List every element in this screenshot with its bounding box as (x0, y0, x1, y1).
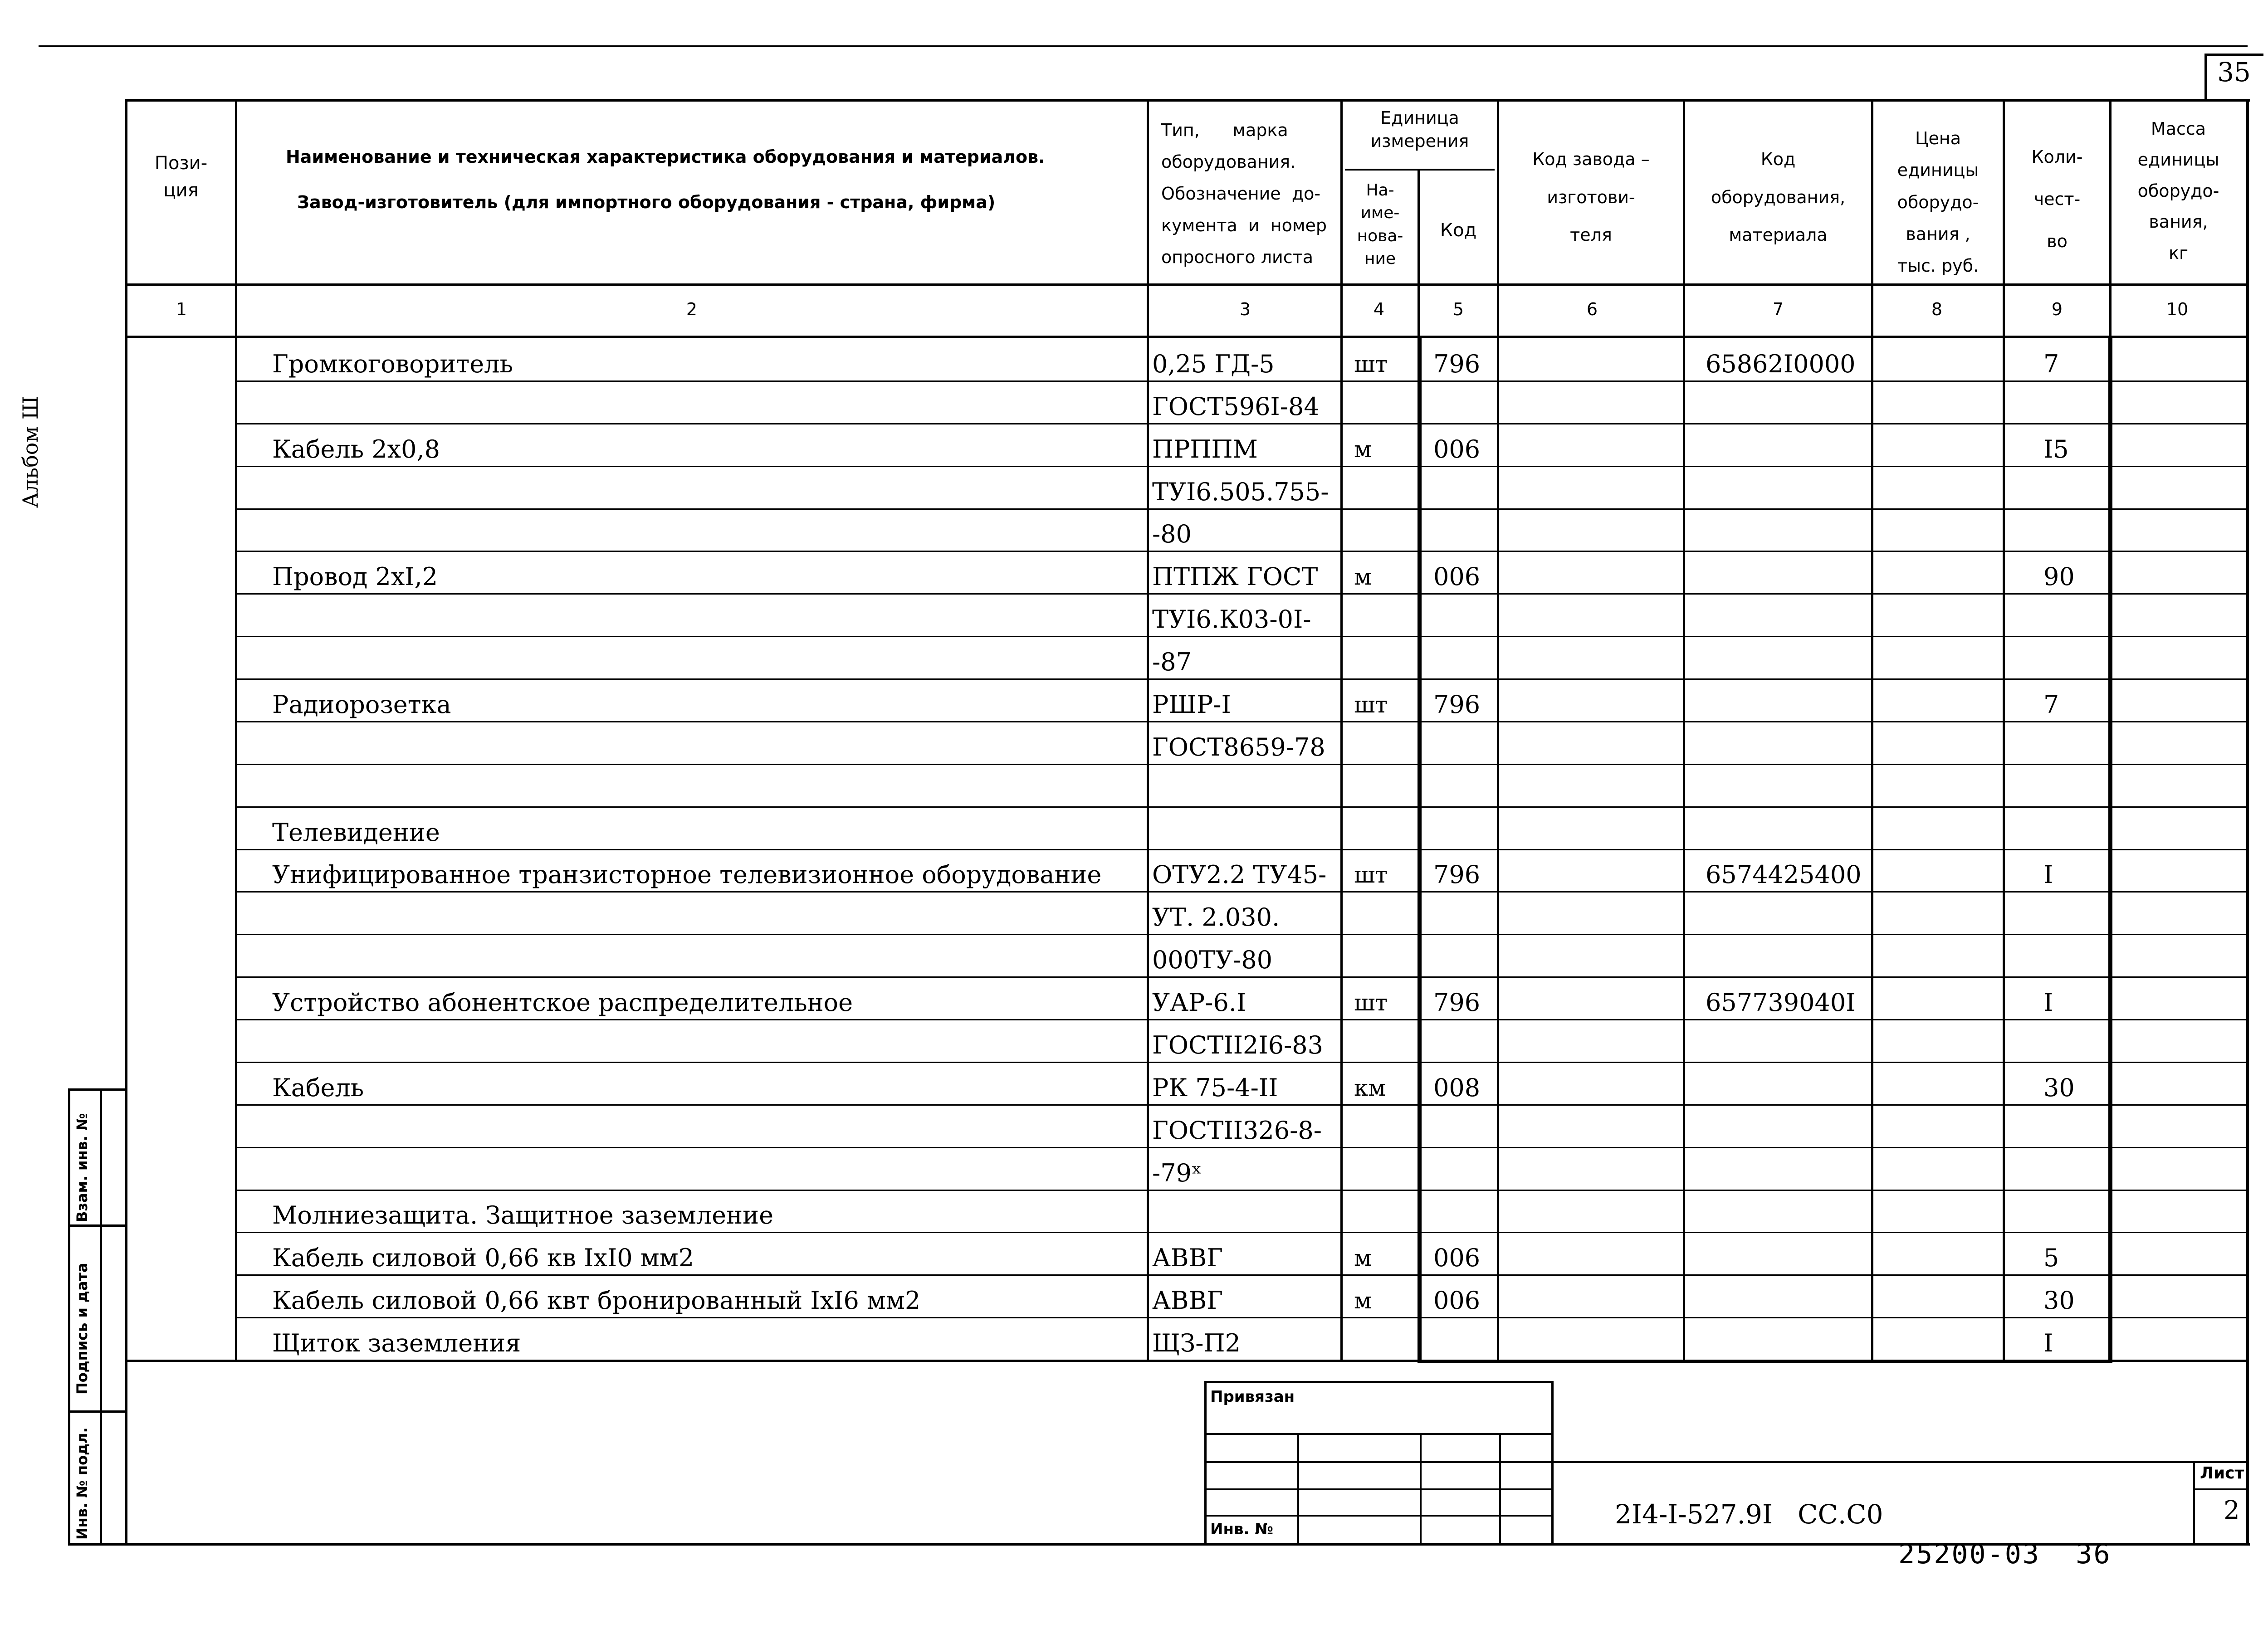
cell-unit: шт (1354, 692, 1388, 718)
cell-equip-code: 6574425400 (1706, 860, 1862, 889)
cell-unit-code: 796 (1433, 690, 1481, 719)
colnum-bottom-border (125, 336, 2249, 338)
cell-name: Провод 2хI,2 (272, 562, 438, 591)
row-divider (236, 380, 2248, 382)
row-divider (236, 1190, 2248, 1191)
cell-unit: м (1354, 1288, 1372, 1314)
cell-unit-code: 796 (1433, 988, 1481, 1017)
row-divider (236, 423, 2248, 424)
header-unit-mass: Масса единицы оборудо- вания, кг (2137, 119, 2219, 263)
row-divider (236, 891, 2248, 893)
cell-unit-code: 006 (1433, 1286, 1481, 1315)
unit-group-divider (1345, 169, 1495, 171)
cell-type: ГОСТII2I6-83 (1152, 1031, 1324, 1059)
colnum-10: 10 (2166, 299, 2189, 319)
cell-unit: м (1354, 1245, 1372, 1271)
cell-type: РШР-I (1152, 690, 1231, 719)
colnum-8: 8 (1931, 299, 1943, 319)
row-divider (236, 1274, 2248, 1276)
tb-col-1 (1297, 1433, 1299, 1544)
row-divider (236, 551, 2248, 552)
header-unit-name: На- име- нова- ние (1357, 181, 1403, 268)
sheet-label: Лист (2200, 1464, 2244, 1483)
stamp-vzam-inv: Взам. инв. № (73, 1113, 91, 1222)
cell-type: 000ТУ-80 (1152, 946, 1273, 974)
stamp-podpis-data: Подпись и дата (73, 1263, 91, 1395)
cell-name: Молниезащита. Защитное заземление (272, 1201, 774, 1229)
cell-unit: шт (1354, 862, 1388, 888)
cell-quantity: I (2043, 988, 2053, 1017)
header-unit-price: Цена единицы оборудо- вания , тыс. руб. (1897, 128, 1979, 276)
row-divider (236, 764, 2248, 765)
row-divider (236, 1019, 2248, 1020)
body-bottom-border (125, 1360, 2249, 1362)
row-divider (236, 849, 2248, 850)
header-type-l3: Обозначение до- (1161, 184, 1321, 204)
col-divider-1 (235, 99, 237, 1362)
stamp-inv-podl: Инв. № подл. (73, 1427, 91, 1540)
cell-quantity: 30 (2043, 1286, 2075, 1315)
cell-quantity: 7 (2043, 690, 2059, 719)
header-type-l5: опросного листа (1161, 247, 1314, 267)
header-unit-group: Единица измерения (1370, 108, 1469, 151)
row-divider (236, 806, 2248, 808)
cell-type: ГОСТ8659-78 (1152, 733, 1325, 761)
tb-col-3 (1499, 1433, 1501, 1544)
cell-type: ПРППМ (1152, 435, 1258, 463)
row-divider (236, 1062, 2248, 1063)
cell-type: АВВГ (1152, 1244, 1223, 1272)
tb-row-4 (1204, 1515, 1554, 1517)
cell-quantity: 30 (2043, 1073, 2075, 1102)
colnum-3: 3 (1239, 299, 1251, 319)
header-type-l2: оборудования. (1161, 152, 1296, 172)
header-name-line1: Наименование и техническая характеристика оборудования и материалов. (286, 147, 1045, 167)
col-divider-6 (1683, 99, 1685, 1362)
row-divider (236, 934, 2248, 935)
tb-box-top (1204, 1381, 1554, 1383)
row-divider (236, 721, 2248, 722)
cell-type: ГОСТII326-8- (1152, 1116, 1322, 1145)
cell-quantity: 90 (2043, 562, 2075, 591)
tb-col-2 (1420, 1433, 1422, 1544)
colnum-7: 7 (1772, 299, 1784, 319)
cell-type: -80 (1152, 520, 1192, 548)
cell-name: Устройство абонентское распределительное (272, 988, 853, 1017)
cell-type: 0,25 ГД-5 (1152, 350, 1275, 378)
stamp-top (68, 1088, 127, 1091)
stamp-div-1 (68, 1224, 127, 1227)
cell-type: РК 75-4-II (1152, 1073, 1278, 1102)
tb-row-1 (1204, 1433, 1554, 1435)
cell-type: ОТУ2.2 ТУ45- (1152, 860, 1327, 889)
cell-type: -79ˣ (1152, 1159, 1202, 1187)
header-equip-code: Код оборудования, материала (1711, 149, 1846, 245)
privyazan-label: Привязан (1210, 1388, 1295, 1406)
cell-unit: м (1354, 436, 1372, 463)
document-code: 2I4-I-527.9I СС.С0 (1615, 1499, 1883, 1530)
table-right-border (2246, 99, 2249, 1546)
cell-name: Радиорозетка (272, 690, 451, 719)
tb-row-2 (1204, 1461, 1554, 1463)
col-divider-7 (1871, 99, 1873, 1362)
cell-type: ЩЗ-П2 (1152, 1329, 1241, 1357)
row-divider (236, 678, 2248, 680)
colnum-5: 5 (1452, 299, 1464, 319)
header-position: Пози- ция (154, 153, 208, 201)
cell-unit: м (1354, 564, 1372, 590)
header-plant-code: Код завода – изготови- теля (1532, 149, 1650, 245)
cell-unit-code: 796 (1433, 860, 1481, 889)
header-unit-code: Код (1440, 220, 1477, 241)
tb-row-3 (1204, 1488, 1554, 1490)
cell-type: ГОСТ596I-84 (1152, 392, 1320, 421)
sheet-value: 2 (2224, 1496, 2240, 1525)
colnum-1: 1 (176, 299, 187, 319)
cell-quantity: 7 (2043, 350, 2059, 378)
cell-unit: шт (1354, 351, 1388, 377)
cell-name: Телевидение (272, 818, 440, 847)
stamp-div-2 (68, 1410, 127, 1413)
header-name-line2: Завод-изготовитель (для импортного оборудования - страна, фирма) (297, 192, 996, 212)
header-type-l1: Тип, марка (1161, 120, 1288, 140)
stamp-outer-left (68, 1088, 70, 1546)
row-divider (236, 1147, 2248, 1148)
cell-unit: шт (1354, 990, 1388, 1016)
cell-type: АВВГ (1152, 1286, 1223, 1315)
table-left-border (125, 99, 127, 1546)
col-divider-5 (1497, 99, 1499, 1362)
colnum-9: 9 (2051, 299, 2063, 319)
row-divider (236, 976, 2248, 978)
row-divider (236, 636, 2248, 637)
cell-quantity: I (2043, 1329, 2053, 1357)
table-top-border (125, 99, 2250, 102)
inv-no-label: Инв. № (1210, 1520, 1274, 1538)
cell-type: ПТПЖ ГОСТ (1152, 562, 1318, 591)
row-divider (236, 1104, 2248, 1106)
cell-quantity: I5 (2043, 435, 2069, 463)
row-divider (236, 1232, 2248, 1233)
cell-name: Кабель силовой 0,66 квт бронированный IхI6 мм2 (272, 1286, 921, 1315)
cell-type: УТ. 2.030. (1152, 903, 1280, 932)
cell-name: Кабель 2х0,8 (272, 435, 440, 463)
colnum-2: 2 (686, 299, 698, 319)
colnum-6: 6 (1586, 299, 1598, 319)
cell-unit: км (1354, 1075, 1386, 1101)
tb-sheet-mid (2193, 1488, 2248, 1490)
cell-type: УАР-6.I (1152, 988, 1246, 1017)
album-label: Альбом Ш (18, 395, 43, 508)
cell-type: ТУI6.505.755- (1152, 478, 1329, 506)
cell-unit-code: 006 (1433, 1244, 1481, 1272)
cell-quantity: I (2043, 860, 2053, 889)
colnum-4: 4 (1373, 299, 1385, 319)
col-divider-8 (2003, 99, 2005, 1362)
cell-type: ТУI6.К03-0I- (1152, 605, 1311, 634)
cell-equip-code: 65862I0000 (1706, 350, 1856, 378)
cell-type: -87 (1152, 648, 1192, 676)
archive-number: 25200-03 36 (1898, 1538, 2112, 1570)
cell-unit-code: 006 (1433, 562, 1481, 591)
cell-name: Громкоговоритель (272, 350, 513, 378)
cell-name: Щиток заземления (272, 1329, 521, 1357)
cell-unit-code: 006 (1433, 435, 1481, 463)
row-divider (236, 593, 2248, 595)
cell-name: Кабель (272, 1073, 364, 1102)
col-divider-2 (1147, 99, 1149, 1362)
tb-sheet-left (2193, 1461, 2195, 1544)
row-divider (236, 1317, 2248, 1318)
top-rule (39, 45, 2248, 47)
cell-unit-code: 008 (1433, 1073, 1481, 1102)
cell-name: Кабель силовой 0,66 кв IхI0 мм2 (272, 1244, 694, 1272)
sheet-number: 35 (2217, 57, 2251, 88)
cell-unit-code: 796 (1433, 350, 1481, 378)
header-quantity: Коли- чест- во (2031, 147, 2083, 252)
col-divider-3 (1340, 99, 1343, 1362)
header-bottom-border (125, 283, 2249, 286)
row-divider (236, 508, 2248, 510)
cell-equip-code: 657739040I (1706, 988, 1856, 1017)
cell-name: Унифицированное транзисторное телевизионное оборудование (272, 860, 1102, 889)
stamp-inner-left (100, 1088, 102, 1546)
cell-quantity: 5 (2043, 1244, 2059, 1272)
tb-doc-top (1551, 1461, 2248, 1463)
row-divider (236, 466, 2248, 467)
header-type-l4: кумента и номер (1161, 215, 1327, 235)
